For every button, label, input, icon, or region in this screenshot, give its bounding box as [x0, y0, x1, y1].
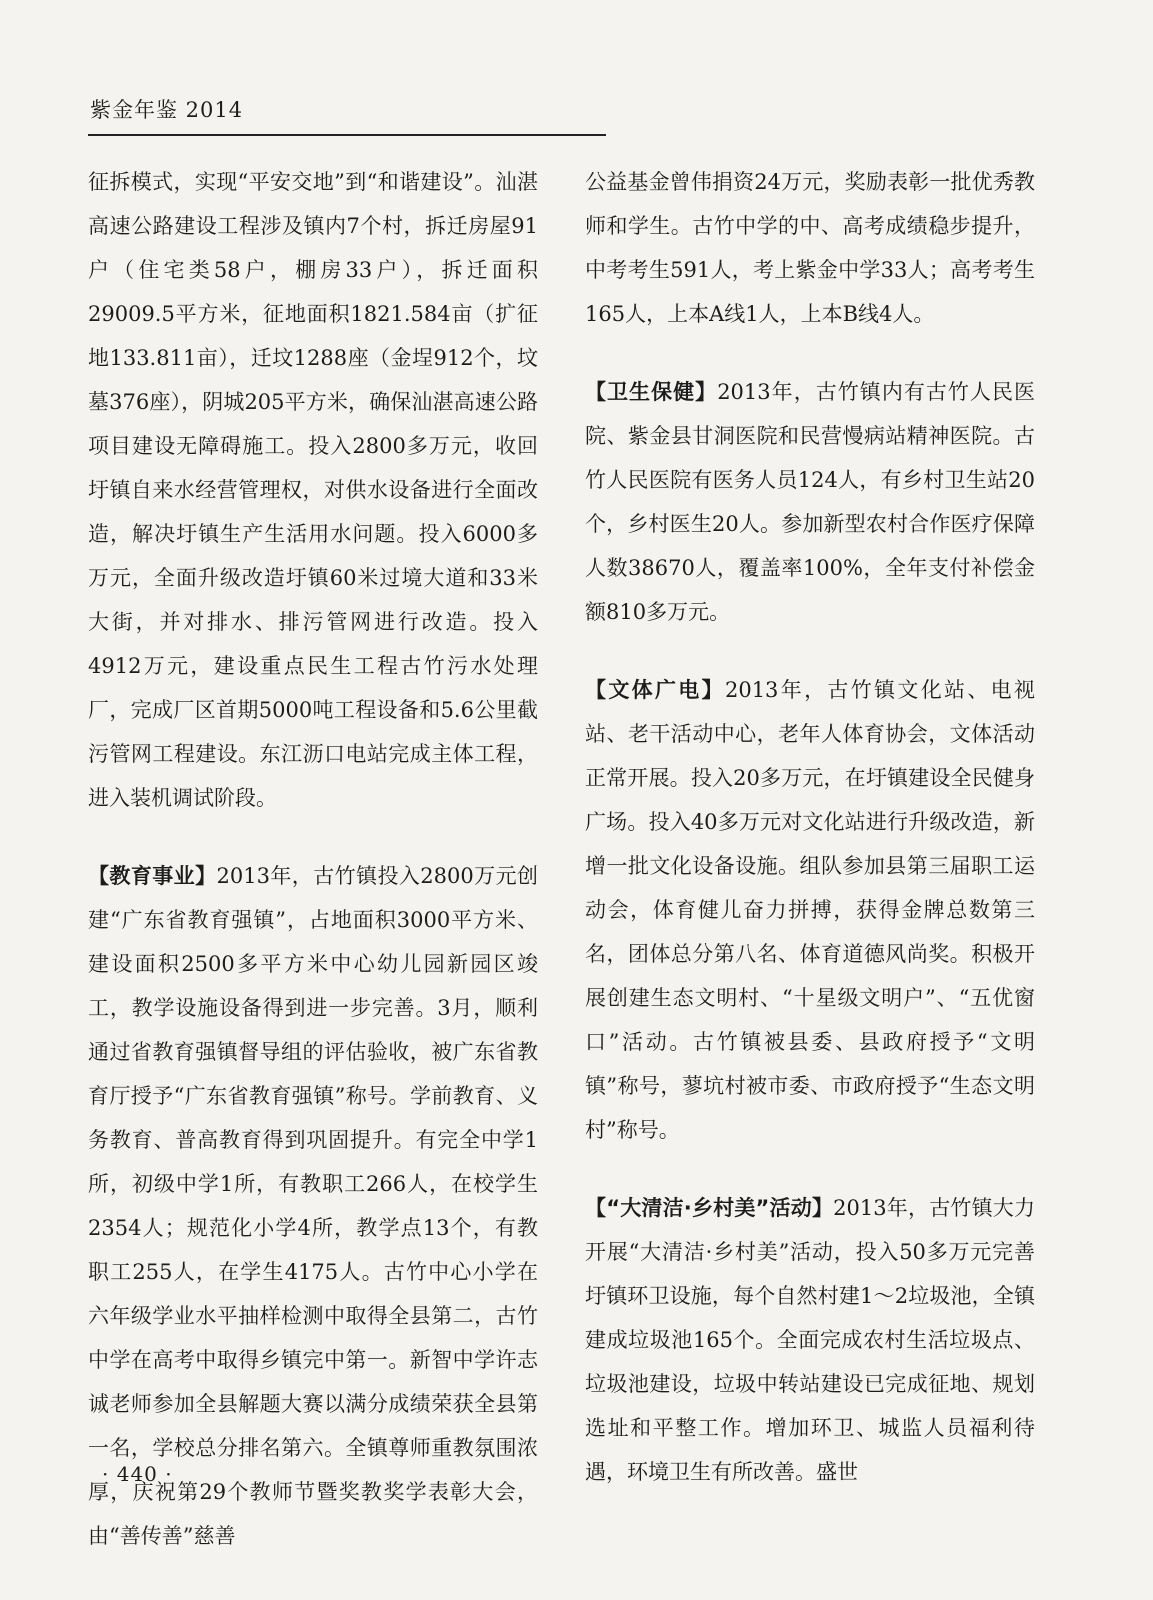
clean-text: 2013年，古竹镇大力开展“大清洁·乡村美”活动，投入50多万元完善圩镇环卫设施，每个自然村建1～2垃圾池，全镇建成垃圾池165个。全面完成农村生活垃圾点、垃圾池建设，垃圾中转站建设已完成征地、规划选址和平整工作。增加环卫、城监人员福利待遇，环境卫生有所改善。盛世 — [585, 1196, 1035, 1484]
intro-paragraph: 征拆模式，实现“平安交地”到“和谐建设”。汕湛高速公路建设工程涉及镇内7个村，拆迁房屋91户（住宅类58户，棚房33户），拆迁面积29009.5平方米，征地面积1821.584亩（扩征地133.811亩），迁坟1288座（金埕912个，坟墓376座），阴城205平方米，确保汕湛高速公路项目建设无障碍施工。投入2800多万元，收回圩镇自来水经营管理权，对供水设备进行全面改造，解决圩镇生产生活用水问题。投入6000多万元，全面升级改造圩镇60米过境大道和33米大街，并对排水、排污管网进行改造。投入4912万元，建设重点民生工程古竹污水处理厂，完成厂区首期5000吨工程设备和5.6公里截污管网工程建设。东江沥口电站完成主体工程，进入装机调试阶段。 — [88, 170, 538, 810]
health-text: 2013年，古竹镇内有古竹人民医院、紫金县甘洞医院和民营慢病站精神医院。古竹人民医院有医务人员124人，有乡村卫生站20个，乡村医生20人。参加新型农村合作医疗保障人数38670人，覆盖率100%，全年支付补偿金额810多万元。 — [585, 380, 1035, 624]
culture-heading: 【文体广电】 — [585, 678, 725, 702]
section-gap — [585, 336, 1035, 370]
culture-section — [585, 668, 1035, 1152]
health-heading: 【卫生保健】 — [585, 380, 718, 404]
clean-section — [585, 1186, 1035, 1494]
page-number: · 440 · — [102, 1462, 173, 1486]
header-rule — [88, 134, 606, 136]
education-continued: 公益基金曾伟捐资24万元，奖励表彰一批优秀教师和学生。古竹中学的中、高考成绩稳步提升，中考考生591人，考上紫金中学33人；高考考生165人，上本A线1人，上本B线4人。 — [585, 170, 1035, 326]
clean-heading: 【“大清洁·乡村美”活动】 — [585, 1196, 834, 1220]
culture-text: 2013年，古竹镇文化站、电视站、老干活动中心，老年人体育协会，文体活动正常开展。投入20多万元，在圩镇建设全民健身广场。投入40多万元对文化站进行升级改造，新增一批文化设备设施。组队参加县第三届职工运动会，体育健儿奋力拼搏，获得金牌总数第三名，团体总分第八名、体育道德风尚奖。积极开展创建生态文明村、“十星级文明户”、“五优窗口”活动。古竹镇被县委、县政府授予“文明镇”称号，蓼坑村被市委、市政府授予“生态文明村”称号。 — [585, 678, 1036, 1142]
education-heading: 【教育事业】 — [88, 864, 217, 888]
education-section — [88, 854, 538, 1558]
section-gap — [585, 1152, 1035, 1186]
right-column — [585, 160, 1035, 1494]
left-column — [88, 160, 538, 1558]
running-header: 紫金年鉴 2014 — [90, 98, 244, 122]
section-gap — [585, 634, 1035, 668]
section-gap — [88, 820, 538, 854]
health-section — [585, 370, 1035, 634]
education-text: 2013年，古竹镇投入2800万元创建“广东省教育强镇”，占地面积3000平方米、建设面积2500多平方米中心幼儿园新园区竣工，教学设施设备得到进一步完善。3月，顺利通过省教育强镇督导组的评估验收，被广东省教育厅授予“广东省教育强镇”称号。学前教育、义务教育、普高教育得到巩固提升。有完全中学1所，初级中学1所，有教职工266人，在校学生2354人；规范化小学4所，教学点13个，有教职工255人，在学生4175人。古竹中心小学在六年级学业水平抽样检测中取得全县第二，古竹中学在高考中取得乡镇完中第一。新智中学许志诚老师参加全县解题大赛以满分成绩荣获全县第一名，学校总分排名第六。全镇尊师重教氛围浓厚，庆祝第29个教师节暨奖教奖学表彰大会，由“善传善”慈善 — [88, 864, 539, 1548]
